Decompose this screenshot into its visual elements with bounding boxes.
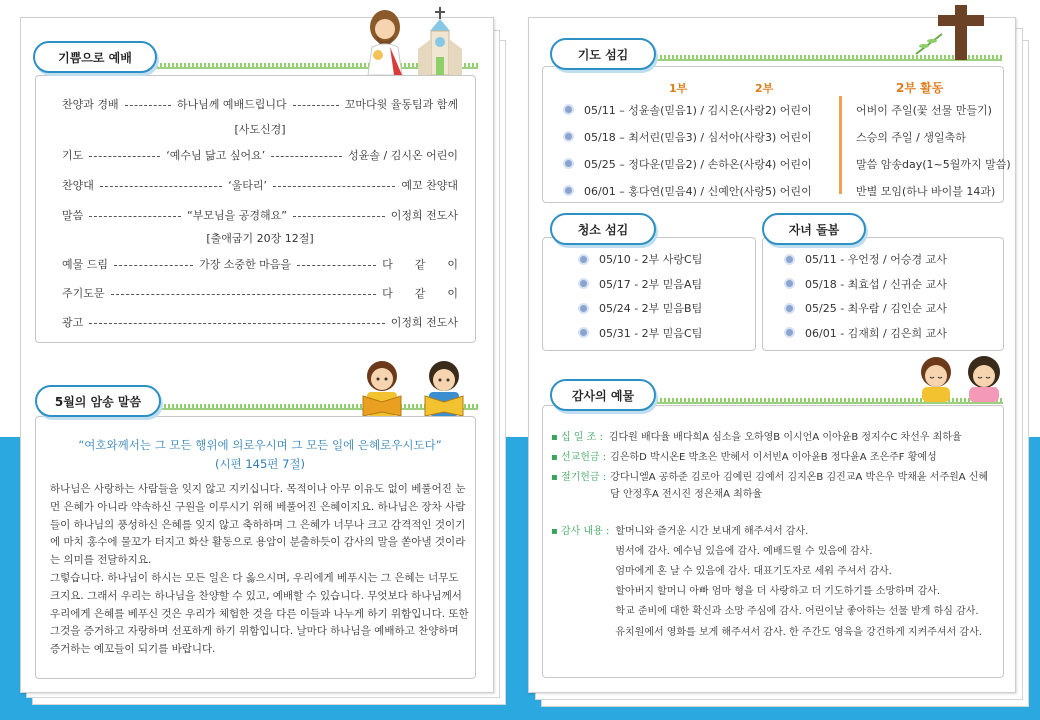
worship-row-sermon: 말씀 “부모님을 공경해요” 이정희 전도사 (62, 209, 458, 222)
list-item: 06/01 - 김재희 / 김은희 교사 (784, 321, 947, 346)
list-item: 할아버지 할머니 아빠 엄마 형을 더 사랑하고 더 기도하기를 소망하며 감사. (615, 586, 941, 598)
praying-children-icon (908, 354, 1018, 402)
season-names: 강다니엘A 공하준 김로아 김예린 김예서 김지온B 김진교A 박은우 박채윤 서주원A 신혜담 안정후A 전시진 정은채A 최하율 (610, 472, 989, 500)
offering-row-thanks (551, 523, 996, 642)
activity-list (856, 96, 1011, 204)
list-item: 05/31 - 2부 믿음C팀 (578, 321, 702, 346)
memory-verse-reference: (시편 145편 7절) (215, 457, 305, 471)
list-item: 06/01 – 홍다연(믿음4) / 신예안(사랑5) 어린이 (563, 177, 812, 204)
offering-tab: 감사의 예물 (550, 379, 656, 411)
worship-row-praise: 찬양과 경배 하나님께 예배드립니다 꼬마다윗 율동팀과 함께 (62, 98, 459, 111)
list-item: 05/18 – 최서린(믿음3) / 심서아(사랑3) 어린이 (563, 123, 812, 150)
church-icon (416, 5, 462, 75)
prayer-list (563, 96, 812, 204)
list-item: 반별 모임(하나 바이블 14과) (856, 184, 996, 198)
worship-row-prayer: 기도 ‘예수님 닮고 싶어요’ 성윤솔 / 김시온 어린이 (62, 149, 459, 162)
list-item: 05/11 - 우언정 / 어승경 교사 (784, 247, 947, 272)
prayer-separator (839, 96, 842, 194)
bullet-icon (563, 104, 574, 115)
season-label: ▪ 절기헌금 : (551, 472, 607, 483)
memory-paragraph: 그렇습니다. 하나님이 하시는 모든 일은 다 옳으시며, 우리에게 베푸시는 그 은혜는 너무도 크지요. 그래서 우리는 하나님을 찬양할 수 있고, 예배할 수 있습니다. 무엇보다 하나님께서 우리에게 은혜를 베푸신 것은 우리가 체험한 것을 다른 이들과 나누게 하기 위함입니다. 또한 그것을 증거하고 자랑하며 선포하게 하기 위함입니다. 날마다 하나님을 예배하고 찬양하며 증거하는 예꼬들이 되기를 바랍니다. (50, 571, 469, 656)
list-item: 05/10 - 2부 사랑C팀 (578, 247, 702, 272)
worship-tab: 기쁨으로 예배 (33, 41, 157, 73)
bullet-icon (784, 254, 795, 265)
offering-content (551, 429, 996, 642)
list-item: 학교 준비에 대한 확신과 소망 주심에 감사. 어린이날 좋아하는 선물 받게 하심 감사. (615, 606, 979, 618)
tithe-label: ▪ 십 일 조 : (551, 432, 603, 443)
worship-row-offering: 예물 드림 가장 소중한 마음을 다 같 이 (62, 258, 459, 271)
thanks-list (615, 521, 996, 642)
worship-sub-creed: [사도신경] (234, 123, 286, 136)
list-item: 범서에 감사. 예수님 있음에 감사. 예배드릴 수 있음에 감사. (615, 545, 873, 557)
list-item: 05/24 - 2부 믿음B팀 (578, 296, 702, 321)
jesus-figure-icon (360, 5, 410, 75)
offering-row-season (551, 469, 996, 503)
cleaning-tab: 청소 섬김 (550, 213, 656, 245)
bullet-icon (563, 131, 574, 142)
nursery-tab: 자녀 돌봄 (762, 213, 866, 245)
bullet-icon (578, 327, 589, 338)
memory-verse-text: “여호와께서는 그 모든 행위에 의로우시며 그 모든 일에 은혜로우시도다” (78, 438, 442, 452)
list-item: 05/17 - 2부 믿음A팀 (578, 272, 702, 297)
mission-names: 김은하D 박시온E 박초은 반혜서 이서빈A 이아윤B 정다윤A 조은주F 황예성 (610, 452, 937, 463)
bullet-icon (578, 254, 589, 265)
list-item: 05/18 - 최효섭 / 신귀순 교사 (784, 272, 947, 297)
tithe-names: 김다원 배다율 배다희A 심소을 오하영B 이시언A 이아윤B 정지수C 차선우 최하율 (608, 432, 962, 443)
list-item: 05/25 - 최우람 / 김인순 교사 (784, 296, 947, 321)
worship-row-choir: 찬양대 ‘울타리’ 예꼬 찬양대 (62, 179, 458, 192)
bullet-icon (563, 158, 574, 169)
bullet-icon (784, 327, 795, 338)
memory-explanation (50, 481, 470, 659)
nursery-list (784, 247, 947, 345)
worship-sub-scripture: [출애굽기 20장 12절] (206, 232, 314, 245)
prayer-header-part2: 2부 (755, 82, 774, 95)
child-reading-icon (357, 356, 475, 416)
list-item: 05/11 – 성윤솔(믿음1) / 김시온(사랑2) 어린이 (563, 96, 812, 123)
bullet-icon (784, 278, 795, 289)
thanks-label: ▪ 감사 내용 : (551, 526, 610, 537)
mission-label: ▪ 선교헌금 : (551, 452, 607, 463)
bullet-icon (578, 303, 589, 314)
list-item: 05/25 – 정다운(믿음2) / 손하온(사랑4) 어린이 (563, 150, 812, 177)
list-item: 유치원에서 영화를 보게 해주셔서 감사. 한 주간도 영육을 강건하게 지켜주셔서 감사. (615, 626, 982, 638)
list-item: 어버이 주일(꽃 선물 만들기) (856, 103, 992, 117)
bullet-icon (578, 278, 589, 289)
bullet-icon (784, 303, 795, 314)
memory-paragraph: 하나님은 사랑하는 사람들을 잊지 않고 지키십니다. 목적이나 아무 이유도 없이 베풀어진 눈먼 은혜가 아니라 약속하신 구원을 이루시기 위해 베풀어진 은혜이지요. 하나님은 장차 사람들이 하나님의 풍성하신 은혜를 잊지 않고 축하하며 그 은혜가 너무나 크고 감격적인 것이기에 마치 홍수에 물꼬가 터지고 화산 활동으로 용암이 분출하듯이 감사의 말을 쏟아낼 것이라는 의미를 전달하지요. (50, 483, 466, 567)
memory-tab: 5월의 암송 말씀 (35, 385, 161, 417)
prayer-tab: 기도 섬김 (550, 38, 656, 70)
prayer-header-part1: 1부 (669, 82, 688, 95)
cleaning-list (578, 247, 702, 345)
list-item: 스승의 주일 / 생일축하 (856, 130, 966, 144)
prayer-header-activity: 2부 활동 (896, 81, 944, 95)
list-item: 엄마에게 혼 날 수 있음에 감사. 대표기도자로 세워 주셔서 감사. (615, 565, 892, 577)
worship-row-lords-prayer: 주기도문 다 같 이 (62, 287, 458, 300)
worship-row-announcement: 광고 이정희 전도사 (62, 316, 458, 329)
list-item: 말씀 암송day(1~5월까지 말씀) (856, 157, 1011, 171)
offering-row-mission (551, 449, 996, 466)
bullet-icon (563, 185, 574, 196)
offering-row-tithe (551, 429, 996, 446)
olive-branch-icon (914, 32, 944, 56)
list-item: 할머니와 즐거운 시간 보내게 해주셔서 감사. (615, 525, 809, 537)
